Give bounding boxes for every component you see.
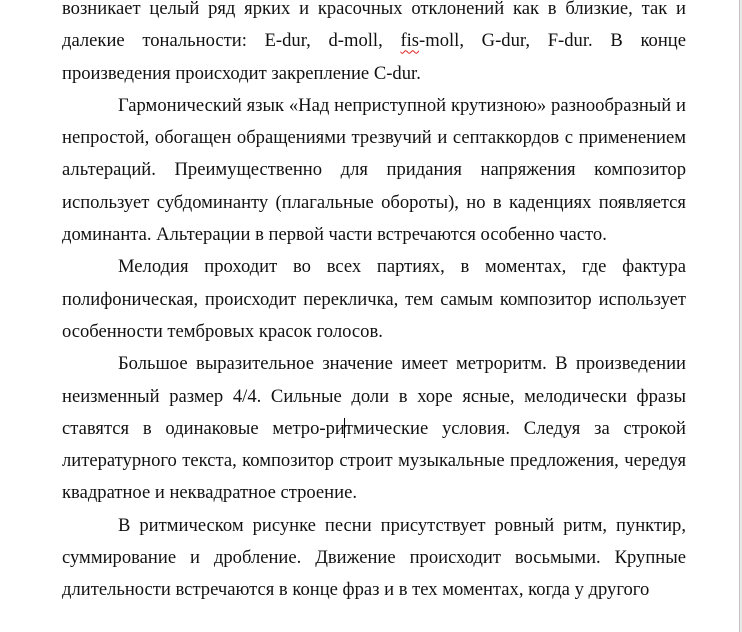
paragraph-3[interactable] (62, 251, 686, 348)
text-run: В ритмическом рисунке песни присутствует ровный ритм, пунктир, суммирование и дробление. Движение происходит восьмыми. Крупные длительности встречаются в конце фраз и в тех моментах, когда у другого (62, 514, 686, 601)
text-run: Большое выразительное значение имеет метроритм. В произведении неизменный размер 4/4. Сильные доли в хоре ясные, мелодически фразы ставятся в одинаковые метро-ри (62, 353, 686, 439)
paragraph-5[interactable] (62, 510, 686, 607)
text-run: Гармонический язык «Над неприступной крутизною» разнообразный и непростой, обогащен обращениями трезвучий и септаккордов с применением альтераций. Преимущественно для придания напряжения композитор использует субдоминанту (плагальные обороты), но в каденциях появляется доминанта. Альтерации в первой части встречаются особенно часто. (62, 94, 686, 246)
paragraph-4[interactable] (62, 348, 686, 509)
text-run: Мелодия проходит во всех партиях, в моментах, где фактура полифоническая, происходит перекличка, тем самым композитор использует особенности тембровых красок голосов. (62, 256, 686, 342)
paragraph-2[interactable] (62, 90, 686, 251)
document-body[interactable] (62, 0, 686, 607)
paragraph-1[interactable] (62, 0, 686, 90)
spellcheck-error-word[interactable]: fis (400, 30, 420, 52)
text-run: -moll, G-dur, F-dur. В конце произведения происходит закрепление C-dur. (62, 30, 686, 84)
text-run: возникает целый ряд ярких и красочных отклонений как в близкие, так и далекие тональности: E-dur, d-moll, (62, 0, 686, 52)
text-run: тмические условия. Следуя за строкой литературного текста, композитор строит музыкальные предложения, чередуя квадратное и неквадратное строение. (62, 417, 686, 504)
